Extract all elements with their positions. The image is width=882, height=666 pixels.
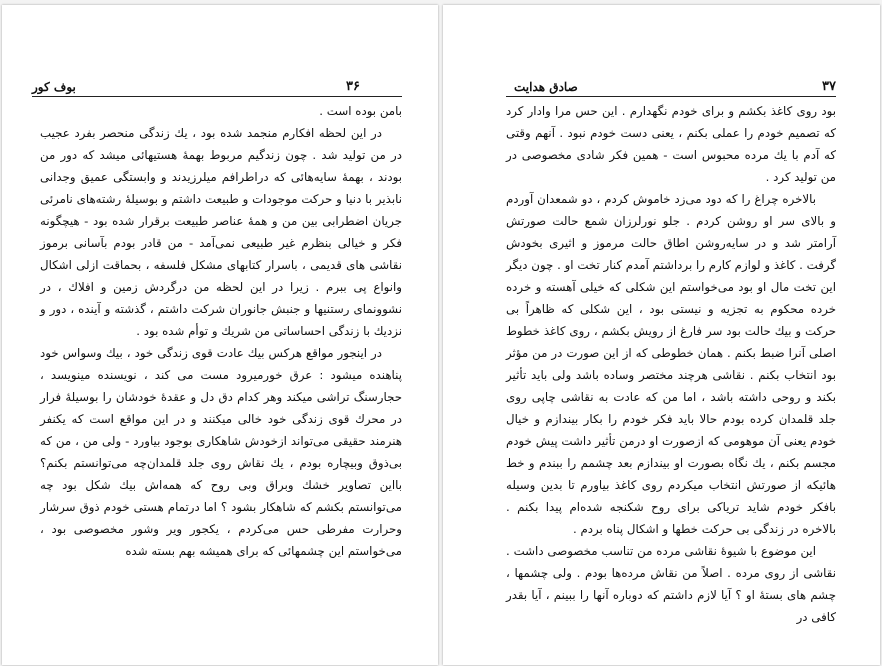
right-page <box>443 5 880 665</box>
paragraph: در این لحظه افکارم منجمد شده بود ، یك زندگی منحصر بفرد عجیب در من تولید شد . چون زندگیم مربوط بهمهٔ هستیهائی میشد که دور من بودند ، بهمهٔ سایه‌هائی که دراطرافم میلرزیدند و وابستگی عمیق وجدانی نابذیر با دنیا و حرکت موجودات و طبیعت داشتم و بوسیلهٔ رشته‌های نامرئی جریان اضطرابی بین من و همهٔ عناصر طبیعت برقرار شده بود - هیچگونه فکر و خیالی بنظرم غیر طبیعی نمی‌آمد - من قادر بودم بآسانی برموز نقاشی های قدیمی ، باسرار کتابهای مشکل فلسفه ، بحماقت ازلی اشکال وانواع پی ببرم . زیرا در این لحظه من درگردش زمین و افلاك ، در نشوونمای رستنیها و جنبش جانوران شرکت داشتم ، گذشته و آینده ، دور و نزدیك با زندگی احساساتی من شریك و توأم شده بود . <box>40 126 402 338</box>
page-number-left: ٣۶ <box>346 79 360 94</box>
author-name: صادق هدایت <box>514 80 578 94</box>
running-head-left <box>32 78 402 97</box>
paragraph: بالاخره چراغ را که دود می‌زد خاموش کردم ، دو شمعدان آوردم و بالای سر او روشن کردم . جلو نورلرزان شمع حالت صورتش آرامتر شد و در سایه‌روشن اطاق حالت مرموز و اثیری بخودش گرفت . کاغذ و لوازم کارم را برداشتم آمدم کنار تخت او . چون دیگر این تخت مال او بود می‌خواستم این شکلی که خیلی آهسته و خرده خرده محکوم به تجزیه و نیستی بود ، این شکلی که ظاهراً بی حرکت و بیك حالت بود سر فارغ از رویش بکشم ، روی کاغذ خطوط اصلی آنرا ضبط بکنم . همان خطوطی که از این صورت در من مؤثر بود انتخاب بکنم . نقاشی هرچند مختصر وساده باشد ولی باید تأثیر بکند و روحی داشته باشد ، اما من که عادت به نقاشی چاپی روی جلد قلمدان کرده بودم حالا باید فکر خودم را بکار بیندازم و خیال خودم یعنی آن موهومی که ازصورت او درمن تأثیر داشت پیش خودم مجسم بکنم ، یك نگاه بصورت او بیندازم بعد چشمم را ببندم و خط هائیکه از صورتش انتخاب میکردم روی کاغذ بیاورم تا بدین وسیله بافکر خودم شاید تریاکی برای روح شکنجه شده‌ام پیدا بکنم . بالاخره در زندگی بی حرکت خطها و اشکال پناه بردم . <box>505 192 836 536</box>
paragraph: بود روی کاغذ بکشم و برای خودم نگهدارم . این حس مرا وادار کرد که تصمیم خودم را عملی بکنم ، یعنی دست خودم نبود . آنهم وقتی که آدم با یك مرده محبوس است - همین فکر شادی مخصوصی در من تولید کرد . <box>506 104 836 184</box>
running-head-right <box>506 78 836 97</box>
page-number-right: ٣٧ <box>822 79 836 94</box>
book-title: بوف کور <box>32 80 76 94</box>
paragraph: این موضوع با شیوهٔ نقاشی مرده من تناسب مخصوصی داشت . نقاشی از روی مرده . اصلاً من نقاش مرده‌ها بودم . ولی چشمها ، چشم های بستهٔ او ؟ آیا لازم داشتم که دوباره آنها را ببینم ، آیا بقدر کافی در <box>506 544 836 624</box>
right-page-body <box>506 100 836 628</box>
left-page <box>2 5 438 665</box>
paragraph: بامن بوده است . <box>319 104 402 118</box>
left-page-body <box>40 100 402 562</box>
paragraph: در اینجور مواقع هرکس بیك عادت قوی زندگی خود ، بیك وسواس خود پناهنده میشود : عرق خورمیرود مست می کند ، نویسنده مینویسد ، حجارسنگ تراشی میکند وهر کدام دق دل و عقدهٔ خودشان را بوسیلهٔ فرار در محرك قوی زندگی خود خالی میکنند و در این مواقع است که یکنفر هنرمند حقیقی می‌تواند ازخودش شاهکاری بوجود بیاورد - ولی من ، من که بی‌ذوق وبیچاره بودم ، یك نقاش روی جلد قلمدان‌چه می‌توانستم بکنم؟ بااین تصاویر خشك وبراق وبی روح که همه‌اش بیك شکل بود چه می‌توانستم بکشم که شاهکار بشود ؟ اما درتمام هستی خودم ذوق سرشار وحرارت مفرطی حس می‌کردم ، یکجور ویر وشور مخصوصی بود ، می‌خواستم این چشمهائی که برای همیشه بهم بسته شده <box>40 346 402 558</box>
